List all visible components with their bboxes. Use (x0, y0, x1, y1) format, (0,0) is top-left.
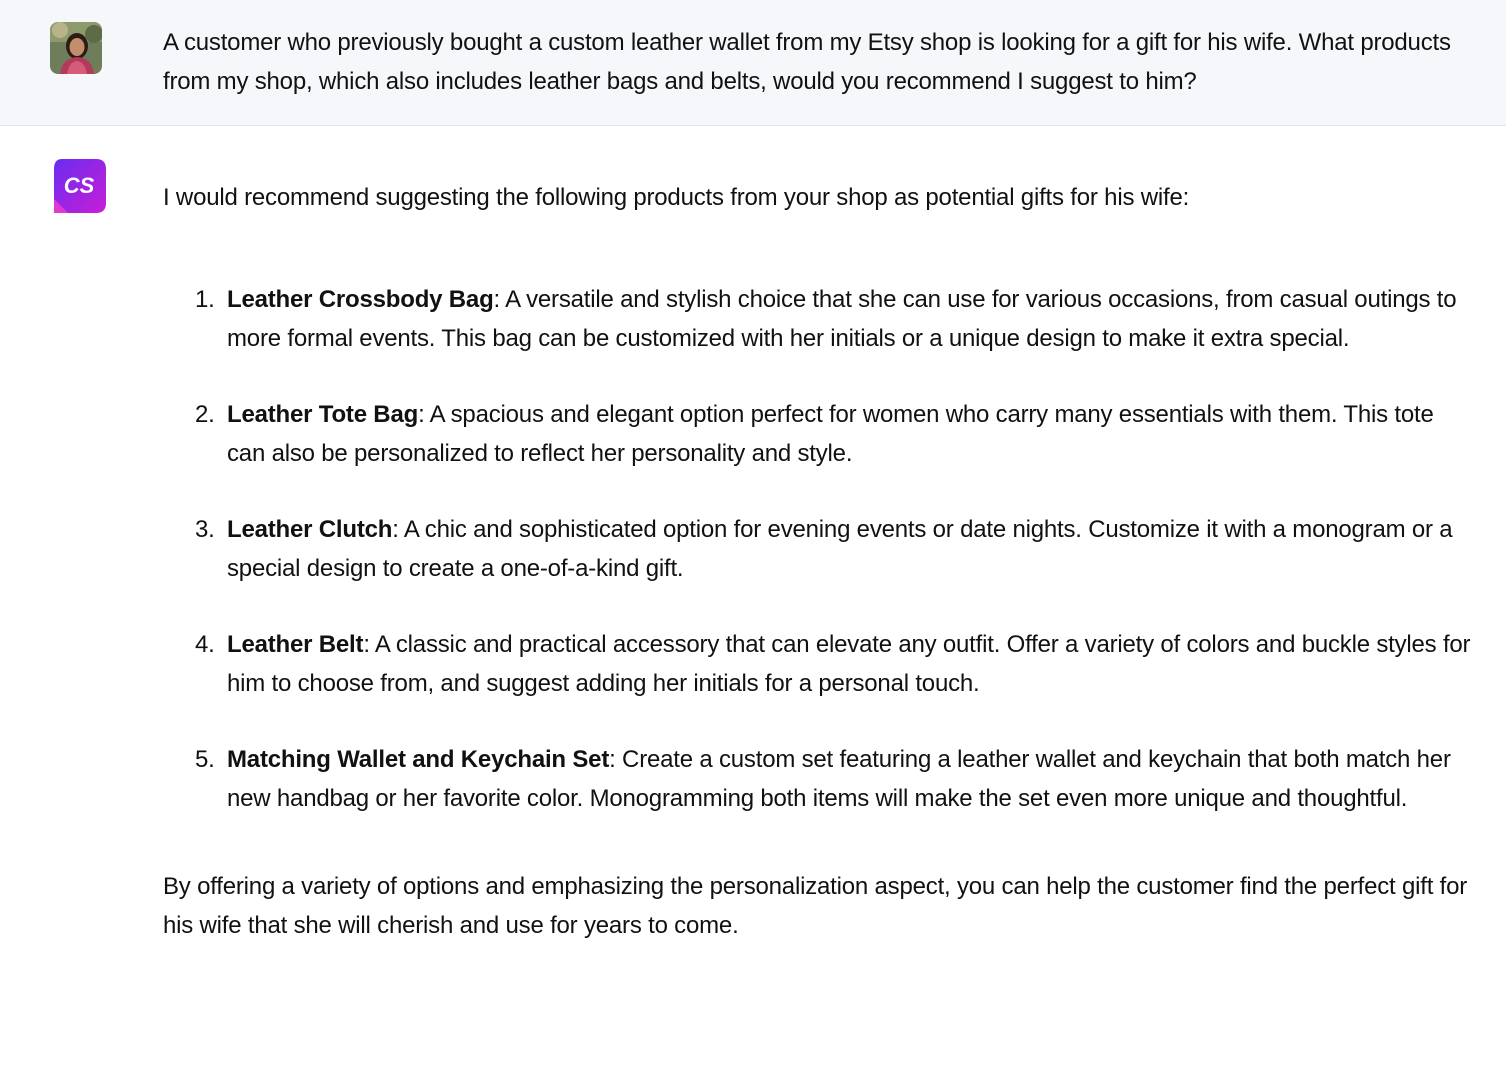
recommendation-list (163, 280, 1473, 818)
user-message-row (0, 0, 1506, 126)
list-item-text: : A chic and sophisticated option for evening events or date nights. Customize it with a monogram or a special design to create a one-of-a-kind gift. (227, 516, 1453, 582)
list-item-text: : Create a custom set featuring a leather wallet and keychain that both match her new handbag or her favorite color. Monogramming both items will make the set even more unique and thoughtful. (227, 746, 1451, 812)
assistant-intro: I would recommend suggesting the following products from your shop as potential gifts for his wife: (163, 184, 1190, 211)
list-item-number: 3. (195, 516, 215, 543)
list-item-text: : A classic and practical accessory that can elevate any outfit. Offer a variety of colors and buckle styles for him to choose from, and suggest adding her initials for a personal touch. (227, 631, 1471, 697)
assistant-outro: By offering a variety of options and emphasizing the personalization aspect, you can help the customer find the perfect gift for his wife that she will cherish and use for years to come. (163, 873, 1468, 939)
list-item-number: 1. (195, 286, 215, 313)
bot-avatar-label: CS (63, 173, 95, 198)
list-item-number: 5. (195, 746, 215, 773)
list-item-number: 2. (195, 401, 215, 428)
assistant-message (163, 178, 1473, 945)
list-item-title: Matching Wallet and Keychain Set (227, 746, 610, 773)
list-item (163, 740, 1473, 818)
list-item (163, 395, 1473, 473)
list-item-title: Leather Clutch (227, 516, 393, 543)
list-item-text: : A spacious and elegant option perfect for women who carry many essentials with them. This tote can also be personalized to reflect her personality and style. (227, 401, 1434, 467)
user-avatar-icon (50, 22, 102, 74)
list-item-title: Leather Belt (227, 631, 364, 658)
list-item-number: 4. (195, 631, 215, 658)
copysmith-logo-icon (52, 159, 106, 213)
list-item-title: Leather Crossbody Bag (227, 286, 494, 313)
user-message-text: A customer who previously bought a custom leather wallet from my Etsy shop is looking for a gift for his wife. What products from my shop, which also includes leather bags and belts, would you recommend I suggest to him? (163, 29, 1451, 95)
list-item (163, 510, 1473, 588)
list-item-text: : A versatile and stylish choice that she can use for various occasions, from casual outings to more formal events. This bag can be customized with her initials or a unique design to make it extra special. (227, 286, 1457, 352)
list-item-title: Leather Tote Bag (227, 401, 419, 428)
list-item (163, 280, 1473, 358)
list-item (163, 625, 1473, 703)
